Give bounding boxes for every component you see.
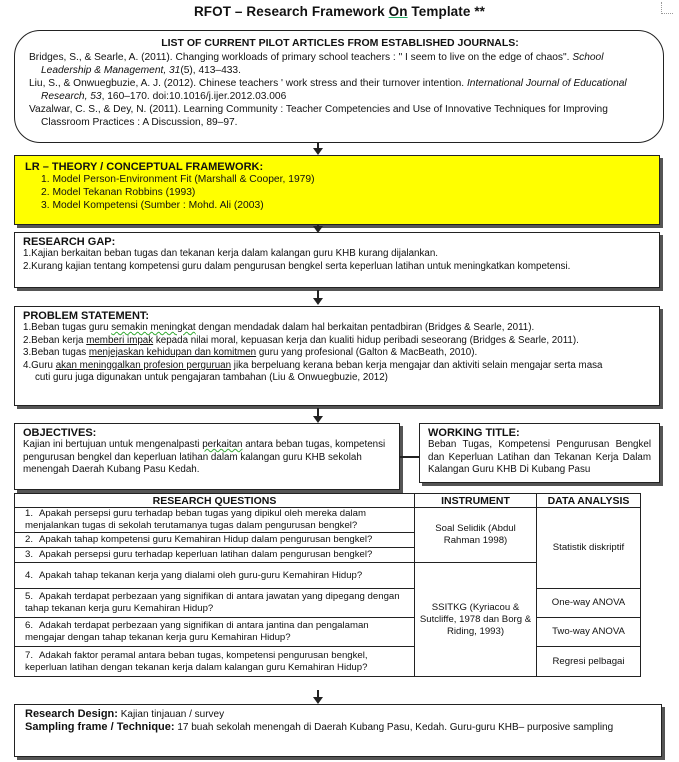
problem-line: 2.Beban kerja memberi impak kepada nilai moral, kepuasan kerja dan kualiti hidup peribadi seseorang (Bridges & Searle, 2011). — [23, 334, 579, 346]
objectives-box — [14, 423, 400, 490]
research-gap-line: 1.Kajian berkaitan beban tugas dan tekanan kerja dalam kalangan guru KHB kurang dijalankan. — [23, 248, 439, 259]
working-title-text: Beban Tugas, Kompetensi Pengurusan Bengkel dan Keperluan Latihan dan Tekanan Kerja Dalam Kalangan Guru KHB Di Kubang Pasu — [428, 439, 651, 475]
theory-heading: LR – THEORY / CONCEPTUAL FRAMEWORK: — [25, 161, 264, 173]
objectives-heading: OBJECTIVES: — [23, 427, 97, 439]
reference-item: Vazalwar, C. S., & Dey, N. (2011). Learning Community : Teacher Competencies and Use of Innovative Techniques for Improving Classroom Practices : A Discussion, 89–97. — [29, 104, 608, 128]
objectives-text: Kajian ini bertujuan untuk mengenalpasti perkaitan antara beban tugas, kompetensi pengurusan bengkel dan keperluan latihan dalam kalangan guru KHB sekolah menengah Daerah Kubang Pasu Kedah. — [23, 439, 386, 475]
research-design-line: Research Design: Kajian tinjauan / survey — [25, 708, 225, 720]
column-header: INSTRUMENT — [415, 494, 537, 508]
question-cell: 3. Apakah persepsi guru terhadap keperluan latihan dalam pengurusan bengkel? — [15, 548, 415, 563]
flow-arrow-icon — [317, 408, 319, 417]
margin-corner-mark — [661, 2, 673, 14]
theory-item: 3. Model Kompetensi (Sumber : Mohd. Ali (2003) — [41, 200, 264, 211]
flow-arrow-icon — [317, 225, 319, 227]
problem-statement-box — [14, 306, 660, 406]
analysis-cell: One-way ANOVA — [537, 589, 641, 618]
research-gap-heading: RESEARCH GAP: — [23, 236, 116, 248]
flow-arrow-icon — [317, 143, 319, 149]
question-cell: 6. Adakah terdapat perbezaan yang signifikan di antara jantina dan pengalaman mengajar dengan tahap tekanan kerja guru Kemahiran Hidup? — [15, 618, 415, 647]
table-row — [15, 508, 641, 533]
pilot-articles-heading: LIST OF CURRENT PILOT ARTICLES FROM ESTABLISHED JOURNALS: — [161, 37, 519, 49]
question-cell: 4. Apakah tahap tekanan kerja yang dialami oleh guru-guru Kemahiran Hidup? — [15, 563, 415, 589]
flow-arrow-icon — [317, 290, 319, 299]
table-header-row — [15, 494, 641, 508]
analysis-cell: Regresi pelbagai — [537, 647, 641, 677]
research-gap-line: 2.Kurang kajian tentang kompetensi guru dalam pengurusan bengkel serta keperluan latihan untuk meningkatkan kompetensi. — [23, 260, 571, 272]
instrument-cell: SSITKG (Kyriacou & Sutcliffe, 1978 dan Borg & Riding, 1993) — [415, 563, 537, 677]
reference-item: Bridges, S., & Searle, A. (2011). Changing workloads of primary school teachers : " I seem to live on the edge of chaos". School Leadership & Management, 31(5), 413–433. — [29, 52, 604, 76]
research-questions-table — [14, 493, 641, 677]
title-pre: RFOT – Research Framework — [193, 4, 389, 19]
table-row — [15, 647, 641, 677]
flow-arrow-icon — [317, 690, 319, 698]
column-header: RESEARCH QUESTIONS — [15, 494, 415, 508]
page-title — [0, 4, 679, 19]
pilot-articles-box — [14, 30, 664, 143]
problem-line: 3.Beban tugas menjejaskan kehidupan dan komitmen guru yang profesional (Galton & MacBeath, 2010). — [23, 347, 478, 358]
title-underlined: On — [388, 4, 408, 19]
reference-item: Liu, S., & Onwuegbuzie, A. J. (2012). Chinese teachers ' work stress and their turnover intention. International Journal of Educational Research, 53, 160–170. doi:10.1016/j.ijer.2012.03.006 — [29, 78, 627, 102]
sampling-frame-line: Sampling frame / Technique: 17 buah sekolah menengah di Daerah Kubang Pasu, Kedah. Guru-guru KHB– purposive sampling — [25, 721, 614, 733]
instrument-cell: Soal Selidik (Abdul Rahman 1998) — [415, 508, 537, 563]
problem-line: 4.Guru akan meninggalkan profesion perguruan jika berpeluang kerana beban kerja mengajar dan aktiviti selain mengajar serta masa — [23, 359, 603, 371]
question-cell: 1. Apakah persepsi guru terhadap beban tugas yang dipikul oleh mereka dalam menjalankan tugas di sekolah terutamanya tugas dalam pengurusan bengkel? — [15, 508, 415, 533]
question-cell: 7. Adakah faktor peramal antara beban tugas, kompetensi pengurusan bengkel, keperluan latihan dengan tekanan kerja dalam kalangan guru Kemahiran Hidup? — [15, 647, 415, 677]
analysis-cell: Two-way ANOVA — [537, 618, 641, 647]
working-title-heading: WORKING TITLE: — [428, 427, 520, 439]
theory-item: 1. Model Person-Environment Fit (Marshall & Cooper, 1979) — [41, 174, 315, 185]
column-header: DATA ANALYSIS — [537, 494, 641, 508]
table-row — [15, 618, 641, 647]
problem-statement-heading: PROBLEM STATEMENT: — [23, 310, 150, 322]
problem-line: cuti guru juga digunakan untuk pengajaran tambahan (Liu & Onwuegbuzie, 2012) — [35, 372, 388, 383]
working-title-box — [419, 423, 660, 483]
table-row — [15, 589, 641, 618]
connector-line — [400, 456, 419, 458]
theory-item: 2. Model Tekanan Robbins (1993) — [41, 187, 196, 198]
problem-line: 1.Beban tugas guru semakin meningkat dengan mendadak dalam hal berkaitan pentadbiran (Bridges & Searle, 2011). — [23, 322, 535, 333]
analysis-cell: Statistik diskriptif — [537, 508, 641, 589]
title-post: Template ** — [407, 4, 486, 19]
question-cell: 2. Apakah tahap kompetensi guru Kemahiran Hidup dalam pengurusan bengkel? — [15, 533, 415, 548]
research-gap-box — [14, 232, 660, 288]
theory-framework-box — [14, 155, 660, 225]
research-design-box — [14, 704, 662, 757]
question-cell: 5. Apakah terdapat perbezaan yang signifikan di antara jawatan yang dipegang dengan tahap tekanan kerja guru Kemahiran Hidup? — [15, 589, 415, 618]
